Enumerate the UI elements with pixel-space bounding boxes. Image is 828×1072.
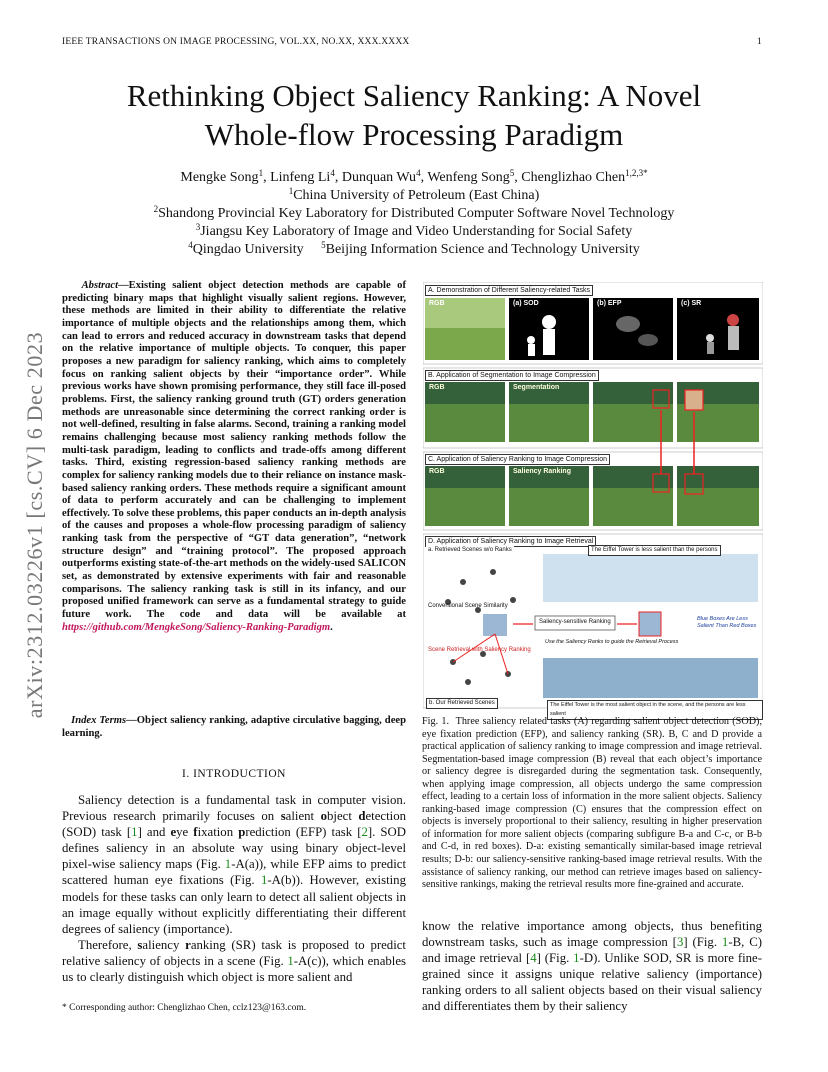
index-terms-label: Index Terms (71, 715, 127, 726)
author: Wenfeng Song$^5$ (427, 168, 515, 185)
affiliation: $^4$Qingdao University $^5$Beijing Information Science and Technology University (188, 240, 640, 257)
author-list: Mengke Song$^1$, Linfeng Li$^4$, Dunquan Wu$^4$, Wenfeng Song$^5$, Chenglizhao Chen$^{1,2,3*}$ (180, 168, 648, 185)
running-header: IEEE TRANSACTIONS ON IMAGE PROCESSING, VOL.XX, NO.XX, XXX.XXXX (62, 37, 410, 47)
tag-rgb-b: RGB (429, 384, 445, 391)
figure-panel-c-label: C. Application of Saliency Ranking to Image Compression (425, 454, 610, 465)
figure-panel-d-label: D. Application of Saliency Ranking to Image Retrieval (425, 536, 596, 547)
tag-saliency-ranking: Saliency Ranking (513, 468, 571, 475)
our-retrieved-label: b. Our Retrieved Scenes (426, 698, 498, 709)
tag-segmentation: Segmentation (513, 384, 560, 391)
tag-rgb-c: RGB (429, 468, 445, 475)
affiliation: $^1$China University of Petroleum (East China) (288, 186, 540, 203)
author: Mengke Song$^1$ (180, 168, 264, 185)
author: Linfeng Li$^4$ (270, 168, 335, 185)
intro-column-1 (62, 792, 406, 985)
guide-note: Use the Saliency Ranks to guide the Retrieval Process (545, 639, 679, 645)
eiffel-less-note: The Eiffel Tower is less salient than the persons (588, 545, 721, 556)
affiliation: $^2$Shandong Provincial Key Laboratory for Distributed Computer Software Novel Technology (153, 204, 675, 221)
title-line-2: Whole-flow Processing Paradigm (204, 117, 624, 152)
figure-panel-a-label: A. Demonstration of Different Saliency-related Tasks (425, 285, 593, 296)
figure-1 (423, 282, 763, 717)
conventional-similarity-label: Conventional Scene Similarity (428, 603, 508, 609)
index-terms-text: —Object saliency ranking, adaptive circulative bagging, deep learning. (62, 715, 406, 739)
footnote: * Corresponding author: Chenglizhao Chen, cclz123@163.com. (62, 1003, 307, 1013)
retrieved-scenes-label: a. Retrieved Scenes w/o Ranks (428, 547, 512, 553)
author: Chenglizhao Chen$^{1,2,3*}$ (521, 168, 648, 185)
tag-rgb: RGB (429, 300, 445, 307)
tag-sod: (a) SOD (513, 300, 539, 307)
code-link[interactable]: https://github.com/MengkeSong/Saliency-Ranking-Paradigm (62, 621, 331, 633)
caption-text: Three saliency related tasks (A) regarding salient object detection (SOD), eye fixation prediction (EFP), and saliency ranking (SR). B, C and D provide a practical application of saliency ranking to image compression and image retrieval. Segmentation-based image compression (B) reveal that each object’s importance or saliency degree is disregarded during the segmentation task. Consequently, when applying image compression, all objects undergo the same compression effect, leading to a certain loss of information in the more salient objects. Saliency ranking-based image compression (C) ensures that the compression effect on objects is inversely proportional to their saliency, resulting in higher preservation of information for more salient objects (comparing subfigure B-a and C-c, or B-b and C-d, in red boxes). D-a: existing semantically similar-based image retrieval results; D-b: our saliency-sensitive ranking-based image retrieval results. With the assistance of saliency ranking, our method can retrieve images based on saliency-sensitive rankings, making the retrieval results more fine-grained and accurate. (422, 716, 762, 891)
index-terms (62, 715, 406, 741)
abstract-text: —Existing salient object detection methods are capable of predicting binary maps that highlight visually salient regions. However, these methods are limited in their ability to differentiate the relative importance of multiple objects and the relationships among them, which can lead to errors and reduced accuracy in downstream tasks that depend on the relative importance of multiple objects. To conquer, this paper proposes a new paradigm for saliency ranking, which aims to completely focus on ranking salient objects by their “importance order”. While previous works have shown promising performance, they still face ill-posed problems. First, the saliency ranking ground truth (GT) orders generation methods are unreasonable since determining the correct ranking order is not well-defined, resulting in false alarms. Second, training a ranking model remains challenging because most saliency ranking methods follow the multi-task paradigm, leading to conflicts and trade-offs among different tasks. Third, existing regression-based saliency ranking methods are complex for saliency ranking models due to their reliance on instance mask-based saliency ranking orders. These methods require a significant amount of data to perform accurately and can be challenging to implement effectively. To solve these problems, this paper conducts an in-depth analysis of the causes and proposes a whole-flow processing paradigm of saliency ranking task from the perspective of “GT data generation”, “network structure design” and “training protocol”. The proposed approach outperforms existing state-of-the-art methods on the widely-used SALICON set, as demonstrated by extensive experiments with fair and reasonable comparisons. The saliency ranking task is still in its infancy, and our proposed unified framework can serve as a fundamental strategy to guide future work. The code and data will be available at (62, 280, 406, 621)
intro-paragraph-1: Saliency detection is a fundamental task in computer vision. Previous research primarily focuses on salient object detection (SOD) task [1] and eye fixation prediction (EFP) task [2]. SOD defines saliency in an absolute way using binary object-level pixel-wise saliency maps (Fig. 1-A(a)), while EFP aims to predict scattered human eye fixations (Fig. 1-A(b)). However, existing models for these tasks can only learn to detect all salient objects in an image equally without explicitly differentiating their different degrees of saliency (importance). (62, 793, 407, 936)
figure-caption (422, 716, 762, 892)
author: Dunquan Wu$^4$ (341, 168, 421, 185)
page-number: 1 (757, 37, 762, 47)
intro-paragraph-continued: know the relative importance among objects, thus benefiting downstream tasks, such as image compression [3] (Fig. 1-B, C) and image retrieval [4] (Fig. 1-D). Unlike SOD, SR is more fine-grained since it assigns unique relative saliency (importance) ranking orders to all salient objects based on their visual saliency and differentiates them by their saliency (422, 919, 762, 1014)
intro-paragraph-2: Therefore, saliency ranking (SR) task is proposed to predict relative saliency of objects in a scene (Fig. 1-A(c)), which enables us to clearly distinguish which object is more salient and (62, 937, 406, 985)
figure-panel-b-label: B. Application of Segmentation to Image Compression (425, 370, 599, 381)
intro-column-2 (422, 918, 762, 1015)
affiliation: $^3$Jiangsu Key Laboratory of Image and Video Understanding for Social Safety (195, 222, 633, 239)
tag-sr: (c) SR (681, 300, 702, 307)
caption-label: Fig. 1. (422, 716, 450, 727)
blue-boxes-note: Blue Boxes Are Less Salient Than Red Boxes (697, 616, 757, 629)
title-line-1: Rethinking Object Saliency Ranking: A Novel (126, 78, 702, 113)
saliency-sensitive-label: Saliency-sensitive Ranking (539, 619, 611, 625)
section-heading: I. INTRODUCTION (182, 768, 286, 780)
abstract-label: Abstract (81, 280, 119, 291)
arxiv-stamp: arXiv:2312.03226v1 [cs.CV] 6 Dec 2023 (22, 331, 47, 718)
scene-retrieval-label: Scene Retrieval with Saliency Ranking (428, 647, 531, 653)
abstract: Abstract—Existing salient object detection methods are capable of predicting binary maps that highlight visually salient regions. However, these methods are limited in their ability to differentiate the relative importance of multiple objects and the relationships among them, which can lead to errors and reduced accuracy in downstream tasks that depend on the relative importance of multiple objects. To conquer, this paper proposes a new paradigm for saliency ranking, which aims to completely focus on ranking salient objects by their “importance order”. While previous works have shown promising performance, they still face ill-posed problems. First, the saliency ranking ground truth (GT) orders generation methods are unreasonable since determining the correct ranking order is not well-defined, resulting in false alarms. Second, training a ranking model remains challenging because most saliency ranking methods follow the multi-task paradigm, leading to conflicts and trade-offs among different tasks. Third, existing regression-based saliency ranking methods are complex for saliency ranking models due to their reliance on instance mask-based saliency ranking orders. These methods require a significant amount of data to perform accurately and can be challenging to implement effectively. To solve these problems, this paper conducts an in-depth analysis of the causes and proposes a whole-flow processing paradigm of saliency ranking task from the perspective of “GT data generation”, “network structure design” and “training protocol”. The proposed approach outperforms existing state-of-the-art methods on the widely-used SALICON set, as demonstrated by extensive experiments with fair and reasonable comparisons. The saliency ranking task is still in its infancy, and our proposed unified framework can serve as a fundamental strategy to guide future work. The code and data will be available at https://github.com/MengkeSong/Saliency-Ranking-Paradigm. (62, 280, 406, 633)
tag-efp: (b) EFP (597, 300, 622, 307)
paper-title (0, 76, 828, 154)
eiffel-most-note: The Eiffel Tower is the most salient object in the scene, and the persons are less salient (547, 700, 763, 720)
